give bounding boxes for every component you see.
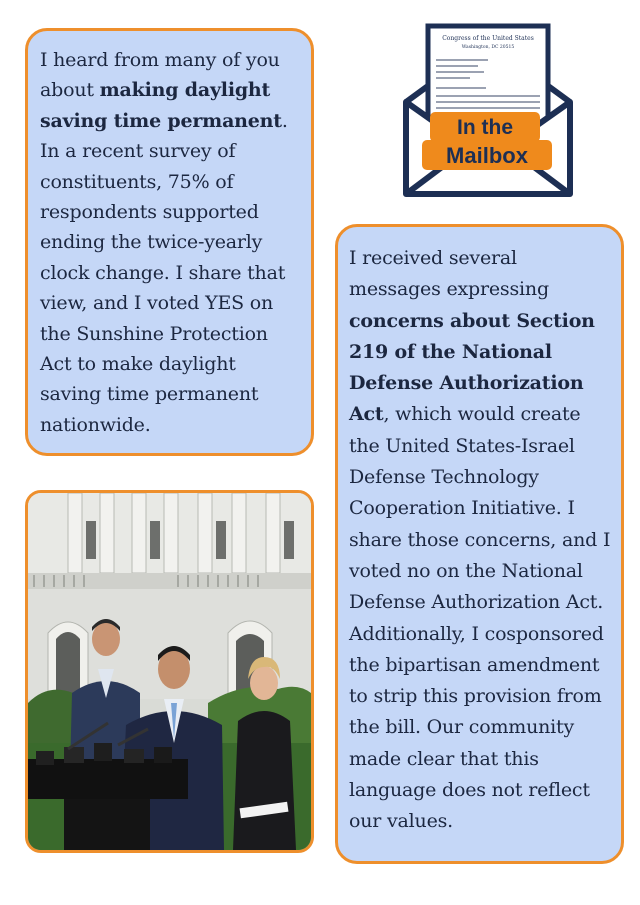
dst-text-body: . In a recent survey of constituents, 75% of respondents supported ending the twice-yearly clock change. I share that view, and I voted YES on the Sunshine Protection Act to make daylight saving time permanent nationwide. <box>40 109 288 436</box>
dst-card <box>25 28 314 456</box>
press-conference-photo <box>25 490 314 853</box>
dst-text-intro: I heard from many of you about <box>40 49 280 102</box>
dst-text-bold: making daylight saving time permanent <box>40 79 282 132</box>
letter-subheading: Washington, DC 20515 <box>461 45 515 50</box>
ndaa-text-body: , which would create the United States-Israel Defense Technology Cooperation Initiative. I share those concerns, and I voted no on the National Defense Authorization Act. Additionally, I cosponsored the bipartisan amendment to strip this provision from the bill. Our community made clear that this language does not reflect our values. <box>349 403 611 833</box>
in-the-mailbox-logo <box>398 22 578 200</box>
ndaa-card <box>335 224 624 864</box>
ndaa-text-bold: concerns about Section 219 of the National Defense Authorization Act <box>349 309 595 426</box>
ndaa-text-intro: I received several messages expressing <box>349 247 549 301</box>
photo-illustration <box>28 493 311 850</box>
dst-card-text <box>40 45 301 440</box>
letter-heading: Congress of the United States <box>442 35 534 42</box>
ndaa-card-text <box>349 243 613 838</box>
badge-line-1: In the <box>457 116 513 139</box>
badge-line-2: Mailbox <box>446 143 528 168</box>
